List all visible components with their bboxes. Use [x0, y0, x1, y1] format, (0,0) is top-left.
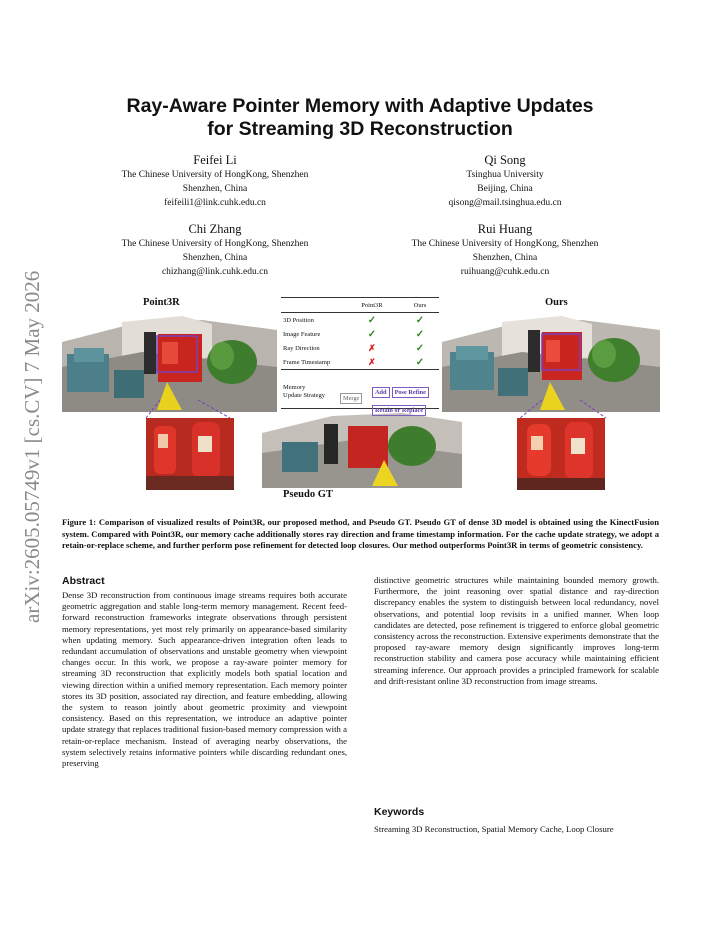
author-location: Shenzhen, China: [182, 184, 248, 194]
title-line-1: Ray-Aware Pointer Memory with Adaptive Updates: [126, 95, 594, 117]
author-block: [85, 221, 345, 279]
author-name: Rui Huang: [477, 222, 533, 236]
check-icon: ✓: [367, 314, 377, 326]
table-row: [281, 327, 439, 341]
ours-render: [442, 312, 660, 412]
label-pseudo-gt: Pseudo GT: [283, 489, 333, 500]
point3r-zoom-crop: [146, 418, 234, 490]
retain-replace-tag: Retain or Replace: [372, 405, 426, 416]
merge-tag-wrap: [339, 387, 363, 405]
cross-icon: ✗: [368, 342, 376, 353]
check-icon: ✓: [415, 328, 425, 340]
author-email: chizhang@link.cuhk.edu.cn: [161, 267, 269, 277]
author-email: feifeili1@link.cuhk.edu.cn: [164, 198, 266, 208]
pseudo-gt-render: [262, 408, 462, 488]
row-label: Ray Direction: [283, 344, 320, 352]
table-row: [281, 313, 439, 328]
author-affiliation: The Chinese University of HongKong, Shenzhen: [121, 239, 309, 249]
row-label: Image Feature: [283, 330, 321, 338]
figure-caption: Figure 1: Comparison of visualized results of Point3R, our proposed method, and Pseudo GT. Pseudo GT of dense 3D model is obtained using the KinectFusion system. Compared with Point3R, our memory cache additionally stores ray direction and frame timestamp information. For the cache update strategy, we adopt a retain-or-replace scheme, and further perform pose refinement for detected loop closures. Our method outperforms Point3R in terms of geometric consistency.: [62, 517, 659, 551]
author-affiliation: The Chinese University of HongKong, Shenzhen: [411, 239, 599, 249]
check-icon: ✓: [415, 342, 425, 354]
ours-zoom-crop: [517, 418, 605, 490]
author-location: Beijing, China: [477, 184, 533, 194]
add-tag: Add: [372, 387, 390, 398]
table-row: [281, 341, 439, 355]
abstract-text-right: distinctive geometric structures while maintaining bounded memory growth. Furthermore, the joint reasoning over spatial distance and ray-direction discrepancy enables the system to distinguish between local redundancy, novel observations, and potential loop revisits in a unified manner. When loop candidates are detected, pose refinement is triggered to enforce global geometric consistency across the reconstruction. Extensive experiments demonstrate that the proposed ray-aware memory design significantly improves long-term reconstruction stability and camera pose accuracy while maintaining efficient streaming inference. Our approach provides a principled framework for scalable and drift-resistant online 3D reconstruction from image streams.: [374, 575, 659, 686]
strategy-label-line1: Memory: [283, 384, 306, 391]
col-header-point3r: Point3R: [361, 301, 383, 309]
abstract-heading: Abstract: [62, 575, 105, 587]
label-point3r: Point3R: [143, 297, 180, 308]
cross-icon: ✗: [368, 356, 376, 367]
paper-title: [60, 95, 660, 141]
check-icon: ✓: [367, 328, 377, 340]
author-location: Shenzhen, China: [182, 253, 248, 263]
label-ours: Ours: [545, 297, 568, 308]
col-header-ours: Ours: [413, 301, 427, 309]
abstract-text-left: Dense 3D reconstruction from continuous image streams requires both accurate geometric aggregation and stable long-term memory management. Recent feed-forward reconstruction frameworks integrate observations through persistent memory representations, yet most rely primarily on appearance-based similarity when updating memory. Such appearance-driven integration often leads to redundant accumulation of observations and unstable geometry when viewpoint changes occur. In this work, we propose a ray-aware pointer memory for streaming 3D reconstruction that explicitly models both spatial location and viewing direction within a unified memory representation. Each memory pointer stores its 3D position, associated ray direction, and feature embedding, allowing the system to reason jointly about geometric proximity and viewpoint consistency. Based on this representation, we introduce an adaptive pointer update strategy that replaces traditional fusion-based memory compression with a retain-or-replace mechanism. Instead of averaging nearby observations, the system selectively retains informative pointers while discarding redundant ones, preserving: [62, 590, 347, 769]
author-email: qisong@mail.tsinghua.edu.cn: [448, 198, 562, 208]
author-affiliation: Tsinghua University: [466, 170, 544, 180]
author-affiliation: The Chinese University of HongKong, Shenzhen: [121, 170, 309, 180]
strategy-label: [283, 384, 325, 400]
author-name: Qi Song: [484, 153, 526, 167]
strategy-label-line2: Update Strategy: [283, 392, 326, 399]
author-name: Chi Zhang: [188, 222, 242, 236]
author-email: ruihuang@cuhk.edu.cn: [460, 267, 550, 277]
author-block: [375, 152, 635, 210]
pose-refine-tag: Pose Refine: [392, 387, 429, 398]
row-label: Frame Timestamp: [283, 358, 331, 366]
merge-tag: Merge: [340, 393, 362, 404]
keywords-heading: Keywords: [374, 806, 425, 818]
author-block: [85, 152, 345, 210]
point3r-render: [62, 312, 277, 412]
author-block: [375, 221, 635, 279]
title-line-2: for Streaming 3D Reconstruction: [207, 118, 513, 140]
arxiv-identifier: arXiv:2605.05749v1 [cs.CV] 7 May 2026: [20, 270, 44, 623]
row-label: 3D Position: [283, 316, 314, 324]
check-icon: ✓: [415, 356, 425, 368]
ours-strategy-tags: [371, 381, 441, 417]
author-name: Feifei Li: [193, 153, 237, 167]
check-icon: ✓: [415, 314, 425, 326]
keywords-text: Streaming 3D Reconstruction, Spatial Memory Cache, Loop Closure: [374, 824, 614, 834]
author-location: Shenzhen, China: [472, 253, 538, 263]
table-row: [281, 355, 439, 370]
feature-comparison-table: [281, 297, 439, 414]
